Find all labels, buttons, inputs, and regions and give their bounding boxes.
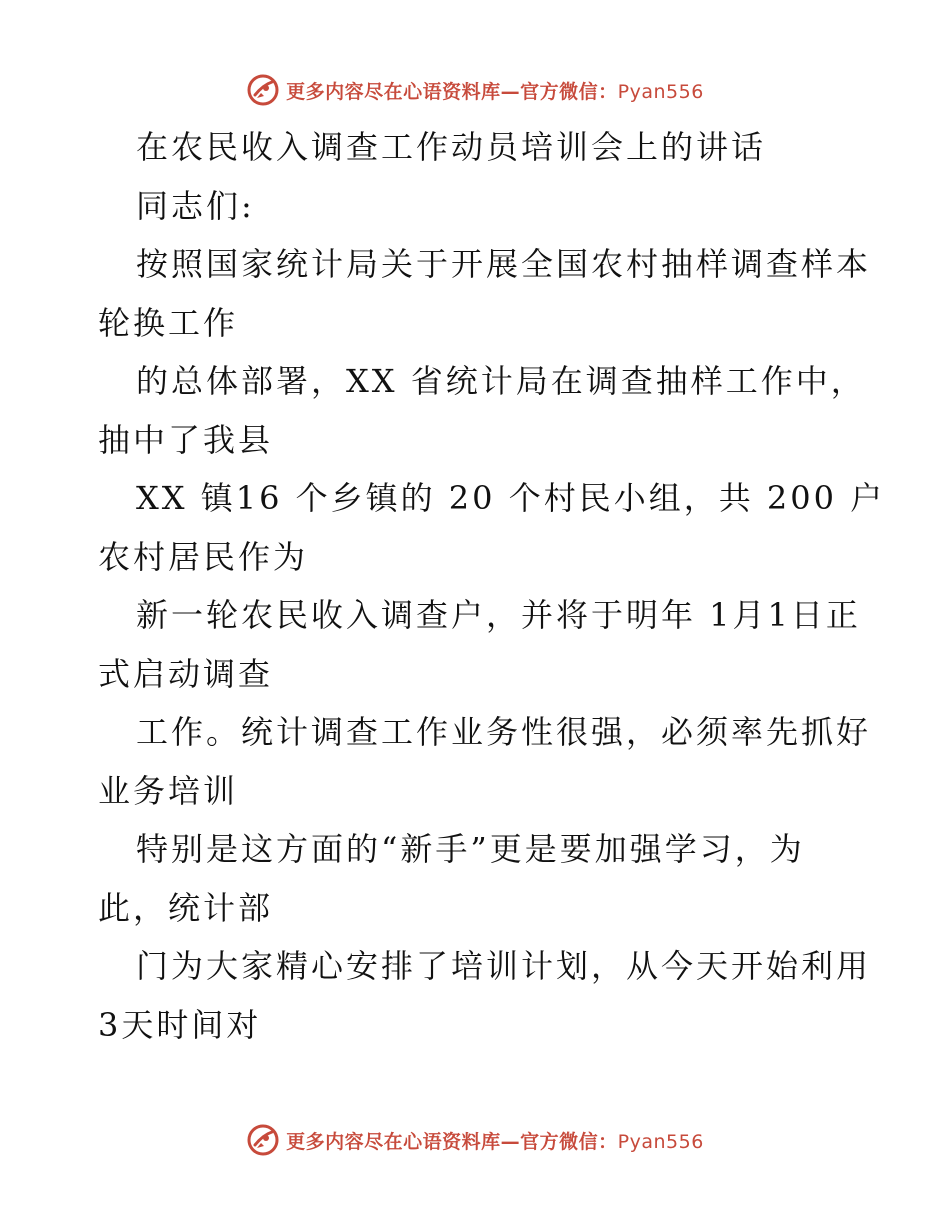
document-line: 式启动调查 (98, 654, 274, 693)
document-line: 业务培训 (98, 771, 239, 810)
document-line: 抽中了我县 (98, 420, 274, 459)
banner-wechat-id: Pyan556 (617, 80, 704, 103)
document-line: 轮换工作 (98, 303, 239, 342)
document-line: 此，统计部 (98, 888, 274, 927)
document-line: 的总体部署，XX 省统计局在调查抽样工作中， (136, 362, 866, 400)
banner-text (286, 1127, 704, 1154)
banner-slogan: 更多内容尽在心语资料库—官方微信： (286, 80, 618, 103)
footer-banner (0, 1120, 950, 1160)
banner-slogan: 更多内容尽在心语资料库—官方微信： (286, 1130, 618, 1153)
document-line: 农村居民作为 (98, 537, 309, 576)
document-line: XX 镇16 个乡镇的 20 个村民小组，共 200 户 (136, 479, 886, 517)
header-banner-content (246, 73, 704, 107)
document-line: 新一轮农民收入调查户，并将于明年 1月1日正 (136, 596, 861, 634)
document-line: 特别是这方面的“新手”更是要加强学习，为 (136, 830, 805, 868)
document-line: 3天时间对 (98, 1005, 262, 1044)
document-line: 工作。统计调查工作业务性很强，必须率先抓好 (136, 713, 872, 751)
document-line: 在农民收入调查工作动员培训会上的讲话 (136, 128, 767, 166)
banner-text (286, 77, 704, 104)
document-body (98, 118, 886, 1054)
book-pen-logo-icon (246, 1123, 280, 1157)
document-line: 按照国家统计局关于开展全国农村抽样调查样本 (136, 245, 872, 283)
document-line: 门为大家精心安排了培训计划，从今天开始利用 (136, 947, 872, 985)
banner-wechat-id: Pyan556 (617, 1130, 704, 1153)
footer-banner-content (246, 1123, 704, 1157)
header-banner (0, 70, 950, 110)
book-pen-logo-icon (246, 73, 280, 107)
document-line: 同志们: (136, 186, 255, 225)
